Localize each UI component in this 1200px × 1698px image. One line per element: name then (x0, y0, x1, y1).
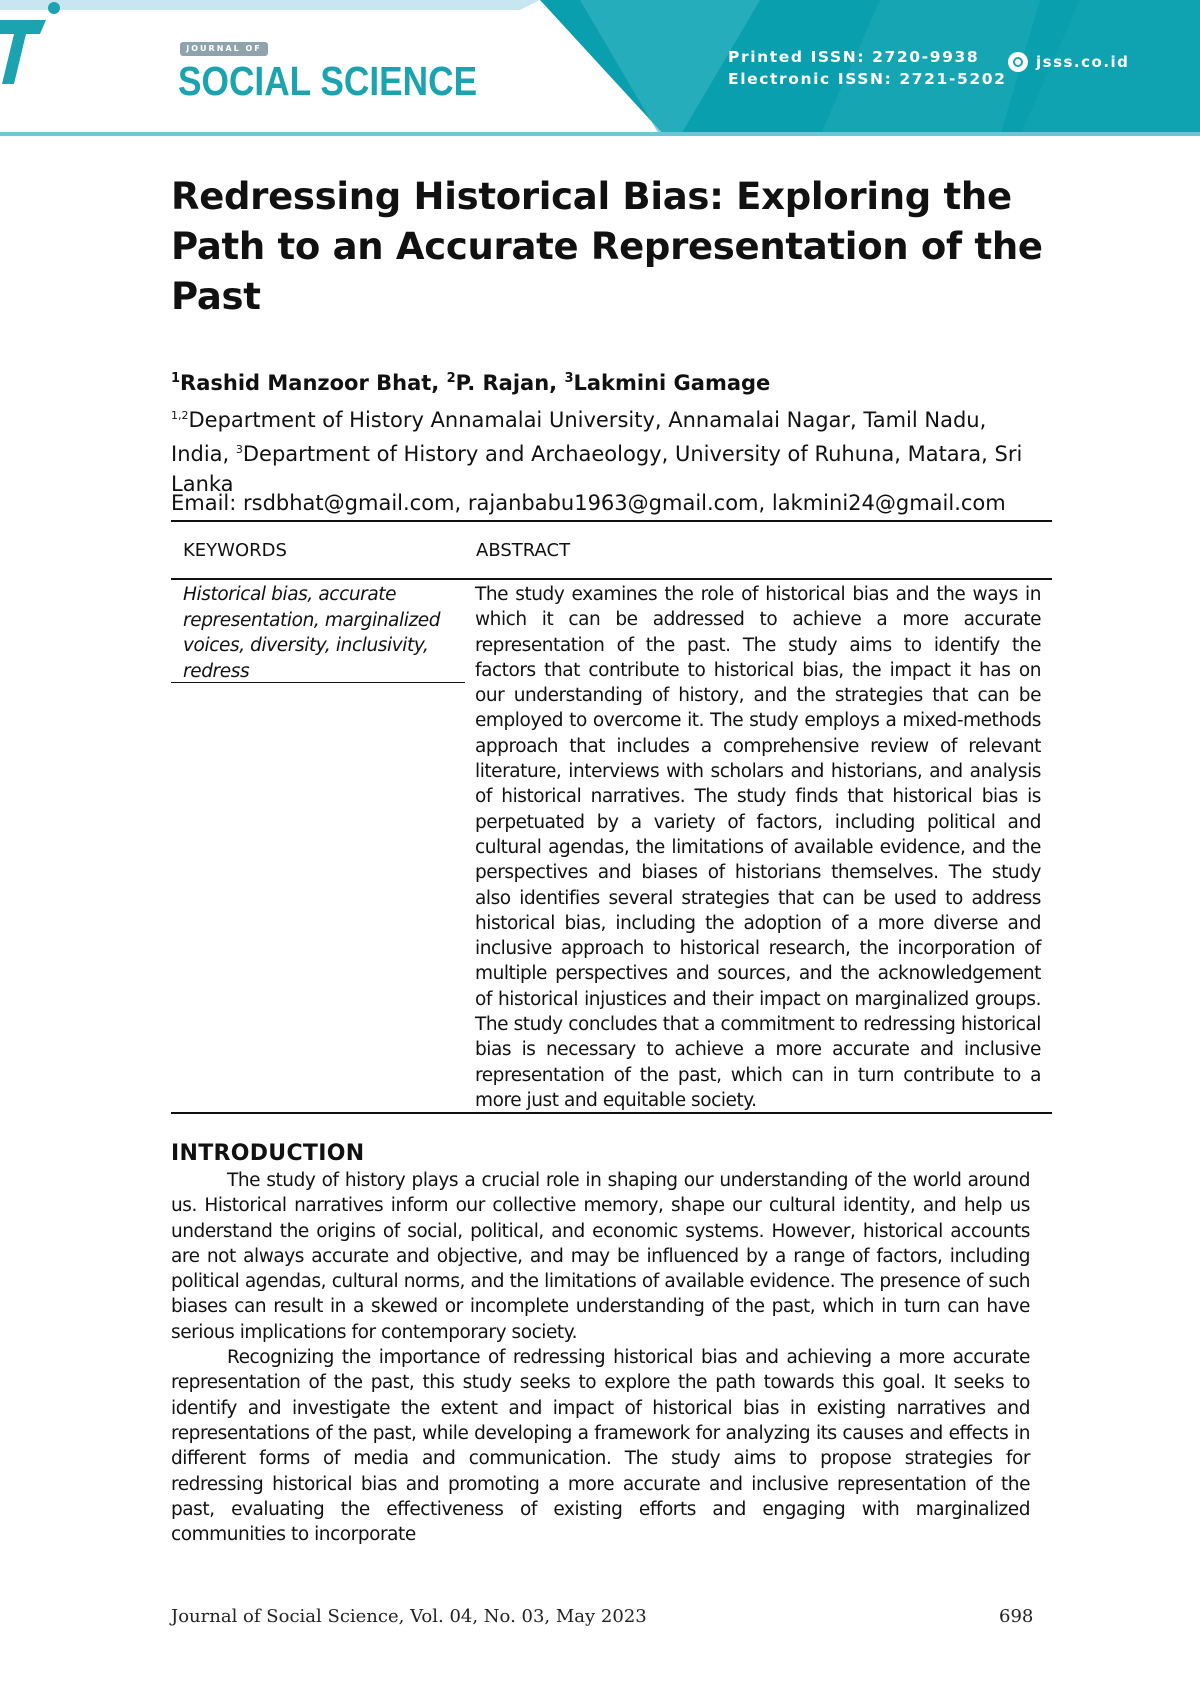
keywords-header: KEYWORDS (183, 540, 287, 561)
introduction-paragraph: The study of history plays a crucial role in shaping our understanding of the world around us. Historical narratives inform our collective memory, shape our cultural identity, and help us understand the origins of social, political, and economic systems. However, historical accounts are not always accurate and objective, and may be influenced by a range of factors, including political agendas, cultural norms, and the limitations of available evidence. The presence of such biases can result in a skewed or incomplete understanding of the past, which in turn can have serious implications for contemporary society. (171, 1170, 1030, 1343)
introduction-paragraph: Recognizing the importance of redressing historical bias and achieving a more accurate representation of the past, this study seeks to explore the path towards this goal. It seeks to identify and investigate the extent and impact of historical bias in existing narratives and representations of the past, while developing a framework for analyzing its causes and effects in different forms of media and communication. The study aims to propose strategies for redressing historical bias and promoting a more accurate and inclusive representation of the past, evaluating the effectiveness of existing efforts and engaging with marginalized communities to incorporate (171, 1347, 1030, 1546)
divider (171, 1112, 1052, 1114)
logo-title: SOCIAL SCIENCE (178, 58, 478, 104)
issn-block (728, 46, 1007, 90)
author-sup: 3 (564, 371, 574, 386)
keywords-text: Historical bias, accurate representation, marginalized voices, diversity, inclusivity, redress (183, 584, 441, 682)
affiliation-sup: 3 (235, 443, 243, 456)
abstract-header: ABSTRACT (476, 540, 571, 561)
logo-journal-of: JOURNAL OF (180, 42, 268, 56)
affiliation-text: Department of History Annamalai University, Annamalai Nagar, Tamil Nadu, India, (171, 408, 987, 466)
journal-logo-icon (0, 0, 62, 88)
issn-print: Printed ISSN: 2720-9938 (728, 48, 980, 66)
website-link[interactable] (1008, 52, 1129, 72)
author-name: Lakmini Gamage (573, 371, 771, 395)
divider (171, 578, 1052, 580)
globe-icon (1008, 52, 1028, 72)
introduction-heading: INTRODUCTION (171, 1141, 365, 1166)
journal-header-banner (0, 0, 1200, 136)
page-number: 698 (999, 1606, 1034, 1627)
issn-electronic: Electronic ISSN: 2721-5202 (728, 70, 1007, 88)
affiliation-text: Department of History and Archaeology, University of Ruhuna, Matara, Sri Lanka (171, 442, 1023, 496)
affiliation-sup: 1,2 (171, 409, 189, 422)
author-sup: 2 (446, 371, 456, 386)
introduction-body (171, 1168, 1030, 1547)
divider (171, 682, 465, 683)
affiliations (171, 401, 1051, 499)
author-name: Rashid Manzoor Bhat, (180, 371, 447, 395)
author-name: P. Rajan, (455, 371, 565, 395)
website-text: jsss.co.id (1036, 53, 1130, 71)
author-emails: Email: rsdbhat@gmail.com, rajanbabu1963@gmail.com, lakmini24@gmail.com (171, 491, 1006, 515)
abstract-text: The study examines the role of historical bias and the ways in which it can be addressed to achieve a more accurate representation of the past. The study aims to identify the factors that contribute to historical bias, the impact it has on our understanding of history, and the strategies that can be employed to overcome it. The study employs a mixed-methods approach that includes a comprehensive review of relevant literature, interviews with scholars and historians, and analysis of historical narratives. The study finds that historical bias is perpetuated by a variety of factors, including political and cultural agendas, the limitations of available evidence, and the perspectives and biases of historians themselves. The study also identifies several strategies that can be used to address historical bias, including the adoption of a more diverse and inclusive approach to historical research, the incorporation of multiple perspectives and sources, and the acknowledgement of historical injustices and their impact on marginalized groups. The study concludes that a commitment to redressing historical bias is necessary to achieve a more accurate and inclusive representation of the past, which can in turn contribute to a more just and equitable society. (475, 584, 1041, 1111)
article-title: Redressing Historical Bias: Exploring the Path to an Accurate Representation of the Past (171, 175, 1043, 318)
author-list (171, 371, 770, 395)
divider (171, 520, 1052, 522)
footer-citation: Journal of Social Science, Vol. 04, No. 03, May 2023 (171, 1606, 647, 1627)
author-sup: 1 (171, 371, 181, 386)
